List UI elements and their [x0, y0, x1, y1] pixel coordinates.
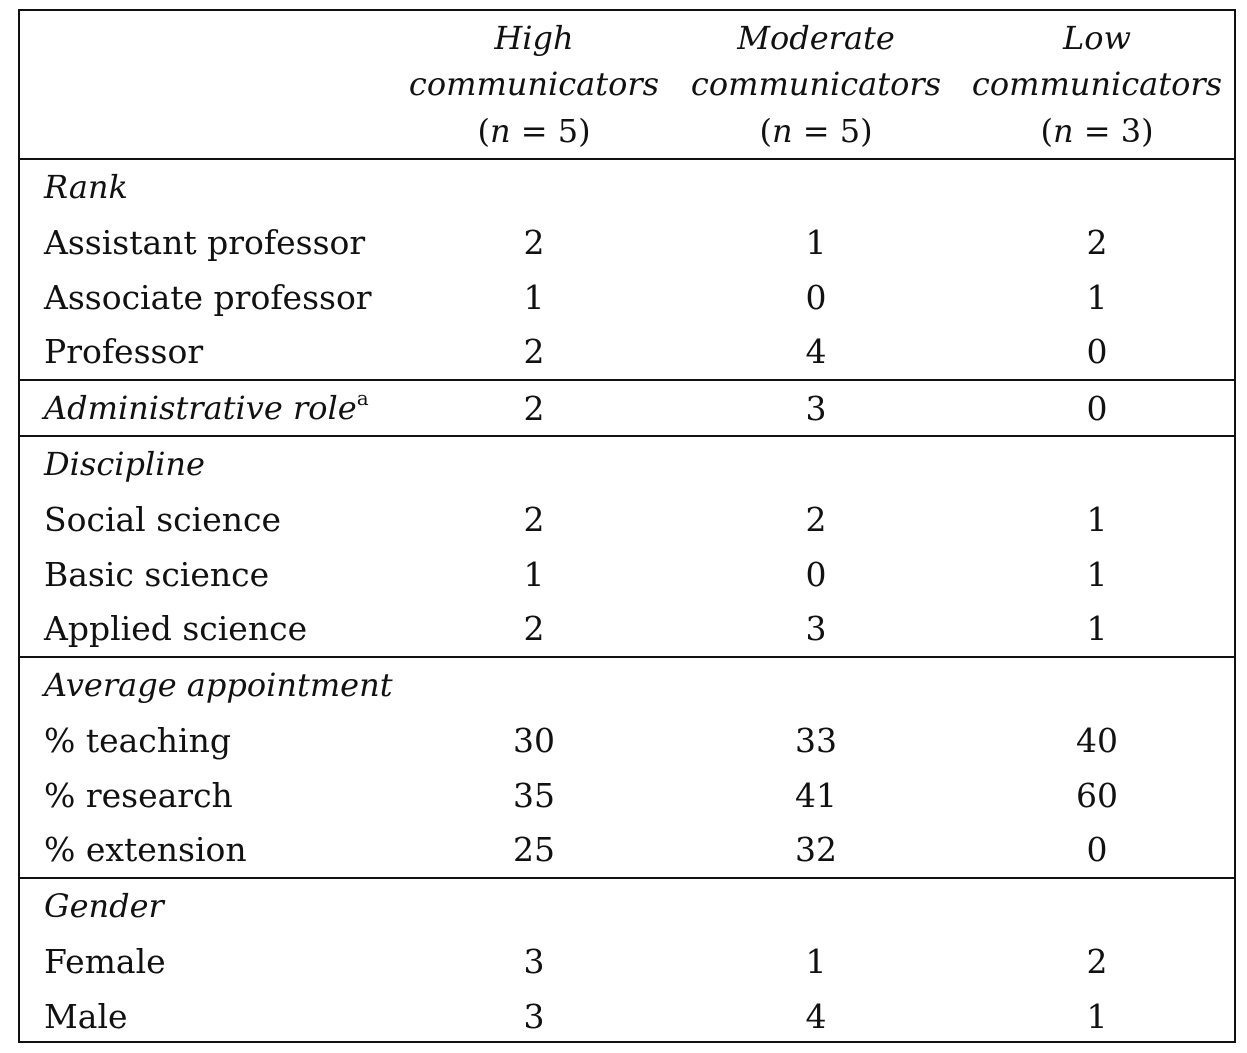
cell-low: 1: [1086, 555, 1108, 594]
section-title-text: Administrative role: [44, 389, 357, 427]
header-high-line2: communicators: [408, 65, 660, 103]
table-row: [20, 822, 1234, 877]
section-rank: [20, 160, 1234, 381]
section-administrative-role: [20, 381, 1234, 437]
paren: (: [477, 112, 490, 150]
cell-low: 1: [1086, 997, 1108, 1036]
cell-low: 0: [1086, 332, 1108, 371]
paren: (: [759, 112, 772, 150]
row-label: % extension: [44, 830, 247, 869]
section-discipline: [20, 437, 1234, 658]
cell-low: 0: [1086, 830, 1108, 869]
n-eq: = 3): [1073, 112, 1154, 150]
cell-high: 2: [523, 332, 545, 371]
cell-low: 1: [1086, 278, 1108, 317]
header-high-n: [394, 108, 674, 154]
cell-moderate: 4: [805, 997, 827, 1036]
cell-moderate: 1: [805, 223, 827, 262]
table-row: [20, 492, 1234, 547]
cell-high: 3: [523, 942, 545, 981]
cell-low: 40: [1076, 721, 1118, 760]
n-var: n: [489, 112, 511, 150]
table-row: [20, 547, 1234, 602]
table-row: [20, 713, 1234, 768]
section-average-appointment: [20, 658, 1234, 879]
header-low-line1: Low: [1063, 19, 1131, 57]
header-low-line2: communicators: [971, 65, 1223, 103]
row-label: Assistant professor: [44, 223, 366, 262]
table-row: [20, 601, 1234, 656]
row-label: Basic science: [44, 555, 270, 594]
cell-low: 1: [1086, 500, 1108, 539]
table-row: [20, 989, 1234, 1044]
cell-high: 2: [523, 500, 545, 539]
cell-moderate: 33: [795, 721, 837, 760]
section-title: Discipline: [44, 445, 205, 483]
cell-moderate: 0: [805, 278, 827, 317]
cell-low: 2: [1086, 223, 1108, 262]
cell-low: 0: [1086, 389, 1108, 428]
cell-high: 3: [523, 997, 545, 1036]
header-moderate-line1: Moderate: [737, 19, 895, 57]
table-row: [20, 381, 1234, 436]
section-title: Average appointment: [44, 666, 393, 704]
cell-moderate: 0: [805, 555, 827, 594]
row-label: Female: [44, 942, 166, 981]
table-row: [20, 768, 1234, 823]
cell-high: 2: [523, 223, 545, 262]
section-title: Rank: [44, 168, 128, 206]
cell-low: 1: [1086, 609, 1108, 648]
table-row: [20, 934, 1234, 989]
table-header: [20, 11, 1234, 160]
cell-high: 2: [523, 389, 545, 428]
table-row: [20, 215, 1234, 270]
cell-high: 35: [513, 776, 555, 815]
header-low-n: [957, 108, 1237, 154]
header-moderate-line2: communicators: [690, 65, 942, 103]
cell-moderate: 1: [805, 942, 827, 981]
row-label: Male: [44, 997, 128, 1036]
cell-moderate: 32: [795, 830, 837, 869]
cell-moderate: 3: [805, 609, 827, 648]
footnote-marker: a: [356, 386, 369, 410]
section-gender: [20, 879, 1234, 1041]
row-label: % teaching: [44, 721, 231, 760]
cell-high: 2: [523, 609, 545, 648]
cell-moderate: 41: [795, 776, 837, 815]
row-label: % research: [44, 776, 233, 815]
row-label: Professor: [44, 332, 204, 371]
cell-low: 60: [1076, 776, 1118, 815]
n-eq: = 5): [792, 112, 873, 150]
cell-low: 2: [1086, 942, 1108, 981]
n-var: n: [1052, 112, 1074, 150]
n-var: n: [771, 112, 793, 150]
header-moderate-n: [676, 108, 956, 154]
table-row: [20, 324, 1234, 379]
cell-moderate: 4: [805, 332, 827, 371]
n-eq: = 5): [510, 112, 591, 150]
cell-high: 1: [523, 555, 545, 594]
communicators-table: [18, 9, 1236, 1043]
header-high-line1: High: [494, 19, 574, 57]
cell-high: 25: [513, 830, 555, 869]
cell-high: 1: [523, 278, 545, 317]
cell-moderate: 3: [805, 389, 827, 428]
row-label: Associate professor: [44, 278, 372, 317]
paren: (: [1040, 112, 1053, 150]
section-title: [44, 381, 369, 436]
section-title: Gender: [44, 887, 164, 925]
row-label: Applied science: [44, 609, 308, 648]
cell-high: 30: [513, 721, 555, 760]
table-row: [20, 270, 1234, 325]
cell-moderate: 2: [805, 500, 827, 539]
row-label: Social science: [44, 500, 281, 539]
